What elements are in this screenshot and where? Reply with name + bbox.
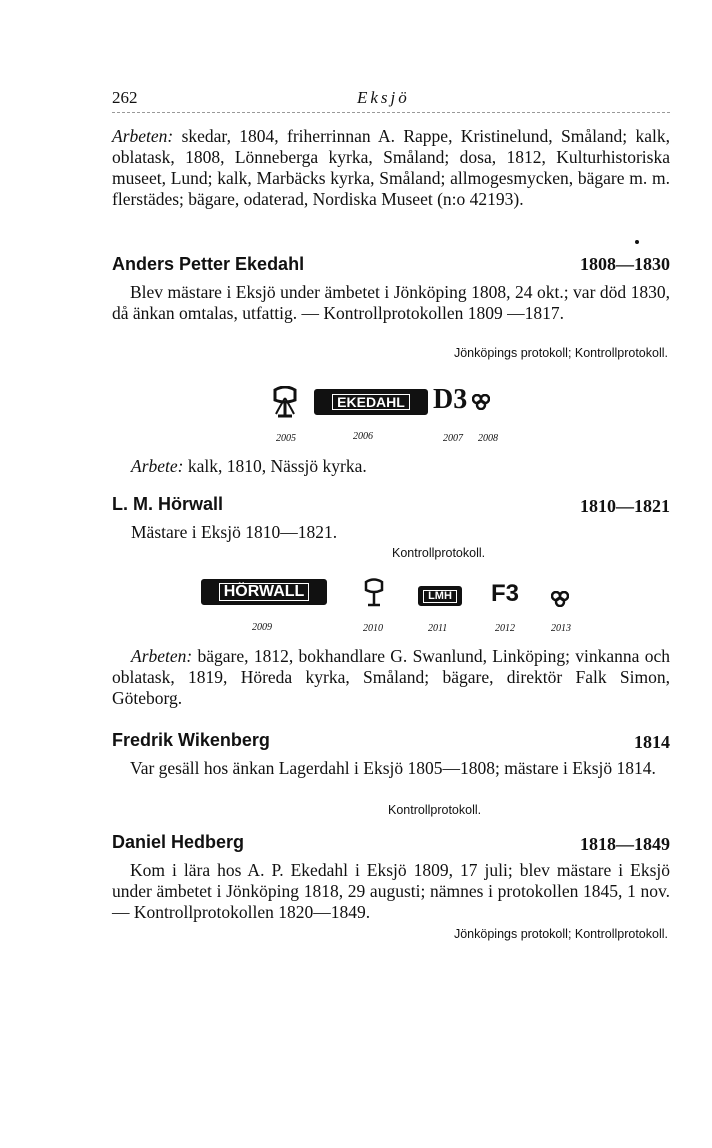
entry-years-wikenberg: 1814 <box>634 732 670 752</box>
entry-years-hedberg: 1818—1849 <box>580 834 670 854</box>
header-rule <box>112 112 670 113</box>
maker-stamp-horwall: HÖRWALL <box>201 579 327 605</box>
entry-source-hedberg: Jönköpings protokoll; Kontrollprotokoll. <box>453 927 668 941</box>
mark-number: 2011 <box>428 623 448 634</box>
mark-number: 2012 <box>495 623 515 634</box>
mark-number: 2013 <box>551 623 571 634</box>
mark-number: 2009 <box>252 622 272 633</box>
intro-text: skedar, 1804, friherrinnan A. Rappe, Kristinelund, Småland; kalk, oblatask, 1808, Lönneberga kyrka, Småland; dosa, 1812, Kulturhistoriska museet, Lund; kalk, Marbäcks kyrka, Småland; allmogesmycken, bägare m. m. flerstädes; bägare, odaterad, Nordiska Museet (n:o 42193). <box>112 126 670 209</box>
printer-dot <box>635 240 639 244</box>
mark-number: 2007 <box>443 433 463 444</box>
entry-bio-wikenberg: Var gesäll hos änkan Lagerdahl i Eksjö 1805—1808; mästare i Eksjö 1814. <box>130 758 656 778</box>
entry-source-ekedahl: Jönköpings protokoll; Kontrollprotokoll. <box>453 346 668 360</box>
town-mark-crown-icon <box>272 386 298 420</box>
entry-name-wikenberg: Fredrik Wikenberg <box>112 730 270 750</box>
intro-paragraph <box>112 126 670 210</box>
entry-works-horwall: Arbeten: bägare, 1812, bokhandlare G. Swanlund, Linköping; vinkanna och oblatask, 1819, Höreda kyrka, Småland; bägare, direktör Falk Simon, Göteborg. <box>112 646 670 708</box>
page-number: 262 <box>112 88 138 107</box>
three-crowns-icon <box>551 591 569 609</box>
entry-years-horwall: 1810—1821 <box>580 496 670 516</box>
date-letter-mark-ekedahl: D3 <box>433 384 468 415</box>
entry-source-wikenberg: Kontrollprotokoll. <box>388 803 482 817</box>
maker-stamp-ekedahl: EKEDAHL <box>314 389 428 415</box>
entry-name-ekedahl: Anders Petter Ekedahl <box>112 254 305 274</box>
entry-name-hedberg: Daniel Hedberg <box>112 832 245 852</box>
running-title: Eksjö <box>357 88 410 107</box>
entry-bio-hedberg: Kom i lära hos A. P. Ekedahl i Eksjö 1809, 17 juli; blev mästare i Eksjö under ämbetet i Jönköping 1818, 29 augusti; nämnes i protokollen 1845, 1 nov. — Kontrollprotokollen 1820—1849. <box>112 860 670 922</box>
mark-number: 2008 <box>478 433 498 444</box>
intro-lead: Arbeten: <box>112 126 174 146</box>
mark-number: 2006 <box>353 431 373 442</box>
crown-mark-icon <box>364 578 384 608</box>
entry-name-horwall: L. M. Hörwall <box>112 494 224 514</box>
entry-bio-horwall: Mästare i Eksjö 1810—1821. <box>131 522 338 542</box>
entry-bio-ekedahl: Blev mästare i Eksjö under ämbetet i Jönköping 1808, 24 okt.; var död 1830, då änkan omtalas, utfattig. — Kontrollprotokollen 1809 —1817. <box>112 282 670 323</box>
date-letter-mark-horwall: F3 <box>491 580 520 607</box>
initials-stamp-horwall: LMH <box>418 586 462 606</box>
mark-number: 2005 <box>276 433 296 444</box>
mark-number: 2010 <box>363 623 383 634</box>
entry-works-ekedahl: Arbete: kalk, 1810, Nässjö kyrka. <box>131 456 367 476</box>
three-crowns-icon <box>472 394 490 412</box>
entry-source-horwall: Kontrollprotokoll. <box>392 546 486 560</box>
entry-years-ekedahl: 1808—1830 <box>580 254 670 274</box>
